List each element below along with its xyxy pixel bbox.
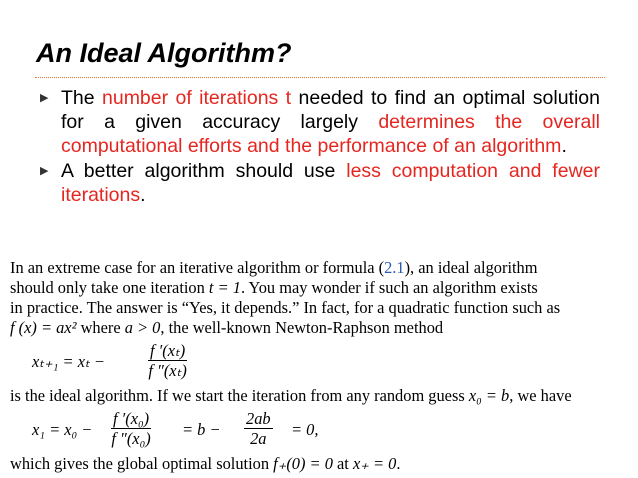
fraction: $\frac{\text{f ′(xₜ)}}{\text{f ″(xₜ)}}$ [148,341,187,380]
newton-raphson-equation: xₜ₊₁ = xₜ − $\frac{\text{f ′(xₜ)}}{\text{f ″(xₜ)}}$ [32,341,187,380]
fraction: $\frac{\text{f ′(x₀)}}{\text{f ″(x₀)}}$ [111,409,151,448]
title-divider [35,77,605,78]
bullet-text: A better algorithm should use less computation and fewer iterations. [61,160,600,206]
first-iteration-equation: x₁ = x₀ − $\frac{\text{f ′(x₀)}}{\text{f ″(x₀)}}$ = b − $\frac{2ab}{2a}$ = 0, [32,409,319,448]
bullet-list [40,86,600,208]
equation-reference-link[interactable]: 2.1 [384,258,405,277]
bullet-item [40,86,600,158]
fraction: $\frac{2ab}{2a}$ [246,409,271,448]
slide-title: An Ideal Algorithm? [36,38,292,68]
excerpt-paragraph-1: In an extreme case for an iterative algorithm or formula (2.1), an ideal algorithm should only take one iteration t = 1. You may wonder if such an algorithm exists in practice. The answer is “Yes, it depends.” In fact, for a quadratic function such as f (x) = ax² where a > 0, the well-known Newton-Raphson method [10,258,561,337]
excerpt-paragraph-2: is the ideal algorithm. If we start the iteration from any random guess x₀ = b, we have [10,386,572,405]
book-excerpt [10,258,630,474]
excerpt-paragraph-3: which gives the global optimal solution f₊(0) = 0 at x₊ = 0. [10,454,401,473]
bullet-item [40,159,600,207]
triangle-right-icon: ▶ [40,92,49,104]
triangle-right-icon: ▶ [40,165,49,177]
bullet-text: The number of iterations t needed to find an optimal solution for a given accuracy largely determines the overall computational efforts and the performance of an algorithm. [61,87,600,157]
